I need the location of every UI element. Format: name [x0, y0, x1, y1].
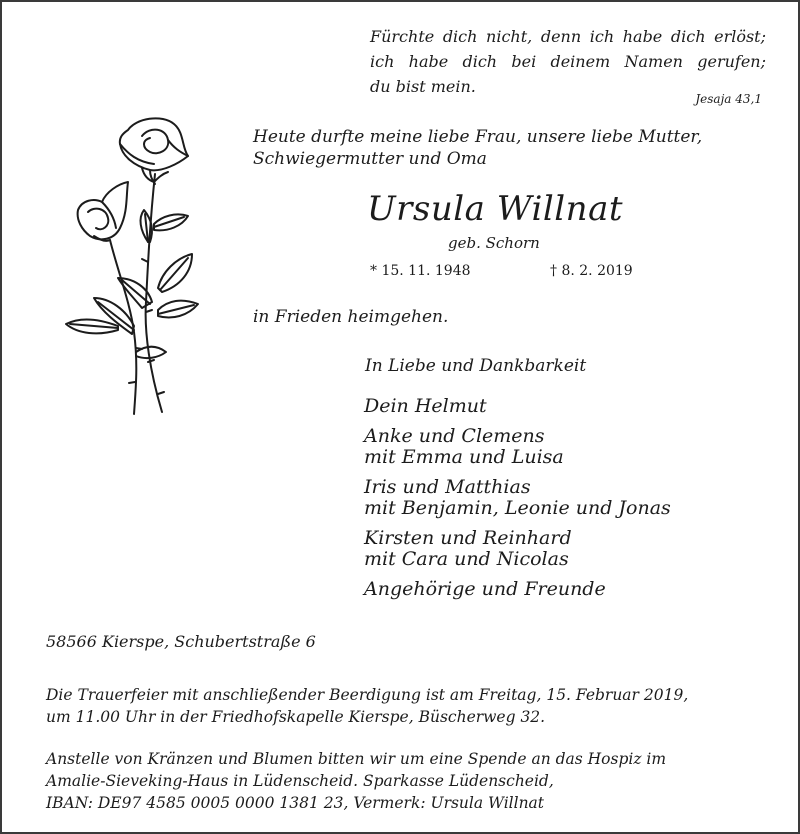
death-date: † 8. 2. 2019	[550, 263, 633, 279]
mourner-line: Angehörige und Freunde	[364, 578, 606, 600]
mourner-line: mit Emma und Luisa	[364, 446, 564, 468]
mourner-line: mit Benjamin, Leonie und Jonas	[364, 497, 671, 519]
funeral-line: Die Trauerfeier mit anschließender Beerdigung ist am Freitag, 15. Februar 2019,	[46, 686, 689, 704]
mourner-group	[364, 396, 671, 417]
mourner-group	[364, 426, 671, 468]
mourner-line: Iris und Matthias	[364, 476, 531, 498]
mourner-line: Anke und Clemens	[364, 425, 545, 447]
verse-line: Fürchte dich nicht, denn ich habe dich erlöst;	[370, 27, 766, 46]
mourner-line: mit Cara und Nicolas	[364, 548, 569, 570]
donation-info	[46, 748, 666, 814]
funeral-line: um 11.00 Uhr in der Friedhofskapelle Kierspe, Büscherweg 32.	[46, 708, 546, 726]
intro-text	[253, 126, 702, 170]
donation-line: IBAN: DE97 4585 0005 0000 1381 23, Vermerk: Ursula Willnat	[46, 794, 545, 812]
birth-date: * 15. 11. 1948	[370, 263, 471, 279]
verse-line: du bist mein.	[370, 77, 476, 96]
mourners-list	[364, 396, 671, 609]
peace-text: in Frieden heimgehen.	[253, 307, 449, 327]
verse-line: ich habe dich bei deinem Namen gerufen;	[370, 52, 766, 71]
funeral-info	[46, 684, 688, 728]
bible-verse	[370, 24, 766, 99]
mourner-group	[364, 579, 671, 600]
mourner-line: Dein Helmut	[364, 395, 487, 417]
donation-line: Amalie-Sieveking-Haus in Lüdenscheid. Sparkasse Lüdenscheid,	[46, 772, 554, 790]
gratitude-text: In Liebe und Dankbarkeit	[365, 356, 587, 376]
rose-illustration	[58, 112, 208, 422]
mourner-group	[364, 528, 671, 570]
deceased-name: Ursula Willnat	[367, 189, 624, 229]
donation-line: Anstelle von Kränzen und Blumen bitten wir um eine Spende an das Hospiz im	[46, 750, 667, 768]
intro-line: Schwiegermutter und Oma	[253, 149, 487, 169]
mourner-group	[364, 477, 671, 519]
maiden-name: geb. Schorn	[448, 234, 540, 252]
intro-line: Heute durfte meine liebe Frau, unsere liebe Mutter,	[253, 127, 703, 147]
verse-reference: Jesaja 43,1	[695, 92, 762, 106]
mourner-line: Kirsten und Reinhard	[364, 527, 572, 549]
family-address: 58566 Kierspe, Schubertstraße 6	[46, 632, 316, 651]
